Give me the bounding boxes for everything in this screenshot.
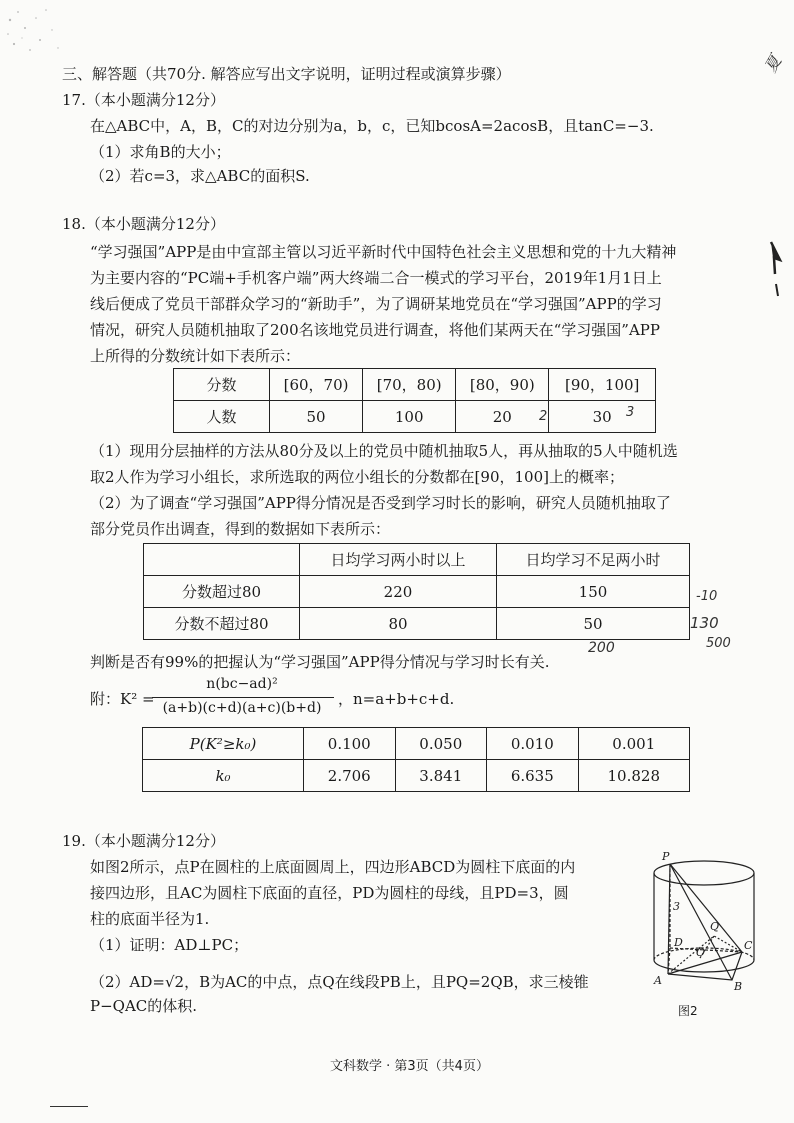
formula-denominator: (a+b)(c+d)(a+c)(b+d) [162, 700, 322, 716]
cylinder-figure [640, 848, 768, 993]
score-count: 100 [363, 401, 456, 433]
k-table-p: 0.001 [578, 728, 689, 760]
contingency-row-label: 分数超过80 [144, 576, 300, 608]
score-interval: [80，90) [456, 369, 549, 401]
figure-label-a: A [654, 974, 662, 987]
handwritten-note: 500 [706, 636, 731, 651]
q19-part2-line: P−QAC的体积. [90, 997, 198, 1015]
formula-label: 附：K² = [90, 690, 155, 708]
score-count: 50 [270, 401, 363, 433]
k-table-p: 0.050 [395, 728, 487, 760]
score-interval: [90，100] [549, 369, 656, 401]
q18-paragraph-line: 线后便成了党员干部群众学习的“新助手”，为了调研某地党员在“学习强国”APP的学习 [90, 295, 662, 313]
q18-paragraph-line: 情况，研究人员随机抽取了200名该地党员进行调查，将他们某两天在“学习强国”APP [90, 321, 660, 339]
score-table-label: 人数 [174, 401, 270, 433]
q18-paragraph-line: “学习强国”APP是由中宣部主管以习近平新时代中国特色社会主义思想和党的十九大精神 [90, 243, 677, 261]
handwritten-note: 2 [539, 409, 548, 424]
q19-line: 柱的底面半径为1. [90, 910, 210, 928]
figure-label-b: B [734, 980, 743, 993]
q17-part2: （2）若c=3，求△ABC的面积S. [90, 167, 310, 185]
contingency-table [143, 543, 690, 640]
figure-label-len: 3 [673, 900, 680, 913]
contingency-col-header: 日均学习不足两小时 [497, 544, 690, 576]
figure-label-c: C [744, 939, 753, 952]
contingency-cell: 150 [497, 576, 690, 608]
score-interval: [60，70) [270, 369, 363, 401]
k-table-k: 6.635 [487, 760, 579, 792]
k-table-label: k₀ [143, 760, 304, 792]
page-footer: 文科数学 · 第3页（共4页） [330, 1059, 489, 1074]
q17-part1: （1）求角B的大小； [90, 143, 231, 161]
figure-label-o: O [696, 946, 706, 959]
q19-part1: （1）证明：AD⊥PC； [90, 936, 249, 954]
footer-rule [50, 1106, 88, 1107]
handwritten-note: 200 [588, 640, 615, 656]
q19-line: 如图2所示，点P在圆柱的上底面圆周上，四边形ABCD为圆柱下底面的内 [90, 858, 576, 876]
score-table-label: 分数 [174, 369, 270, 401]
q19-header: 19.（本小题满分12分） [62, 832, 225, 850]
figure-label-d: D [674, 936, 683, 949]
formula-suffix: ，n=a+b+c+d. [338, 690, 455, 708]
contingency-cell: 50 [497, 608, 690, 640]
k-table-label: P(K²≥k₀) [143, 728, 304, 760]
score-count: 30 [549, 401, 656, 433]
scan-noise [0, 0, 80, 70]
k-table-p: 0.100 [304, 728, 396, 760]
q18-paragraph-line: 上所得的分数统计如下表所示： [90, 347, 301, 365]
margin-arrow-mark [768, 238, 784, 298]
score-interval: [70，80) [363, 369, 456, 401]
contingency-cell: 80 [300, 608, 497, 640]
q17-stem: 在△ABC中，A，B，C的对边分别为a，b，c，已知bcosA=2acosB，且tanC=−3. [90, 117, 654, 135]
figure-label-q: Q [710, 920, 720, 933]
q18-header: 18.（本小题满分12分） [62, 215, 225, 233]
q18-paragraph-line: 为主要内容的“PC端+手机客户端”两大终端二合一模式的学习平台，2019年1月1日上 [90, 269, 662, 287]
score-table [173, 368, 656, 433]
q19-part2-line: （2）AD=√2，B为AC的中点，点Q在线段PB上，且PQ=2QB，求三棱锥 [90, 973, 589, 991]
k-table-k: 10.828 [578, 760, 689, 792]
q18-question: 判断是否有99%的把握认为“学习强国”APP得分情况与学习时长有关. [90, 653, 550, 671]
contingency-cell: 220 [300, 576, 497, 608]
figure-label-p: P [662, 850, 670, 863]
k-table-k: 2.706 [304, 760, 396, 792]
figure-caption: 图2 [678, 1004, 698, 1018]
q18-part1-line: （1）现用分层抽样的方法从80分及以上的党员中随机抽取5人，再从抽取的5人中随机选 [90, 442, 678, 460]
margin-mark-top: 夏 [760, 52, 786, 76]
contingency-corner [144, 544, 300, 576]
section-title: 三、解答题（共70分. 解答应写出文字说明，证明过程或演算步骤） [62, 65, 511, 83]
score-count: 20 [456, 401, 549, 433]
q18-part1-line: 取2人作为学习小组长，求所选取的两位小组长的分数都在[90，100]上的概率； [90, 468, 624, 486]
k-table-k: 3.841 [395, 760, 487, 792]
k-table [142, 727, 690, 792]
contingency-row-label: 分数不超过80 [144, 608, 300, 640]
handwritten-note: 3 [626, 405, 635, 420]
q17-header: 17.（本小题满分12分） [62, 91, 225, 109]
fraction-bar [152, 697, 334, 698]
q19-line: 接四边形，且AC为圆柱下底面的直径，PD为圆柱的母线，且PD=3，圆 [90, 884, 569, 902]
contingency-col-header: 日均学习两小时以上 [300, 544, 497, 576]
q18-part2-line: 部分党员作出调查，得到的数据如下表所示： [90, 520, 391, 538]
handwritten-note: -10 [696, 589, 718, 604]
q18-part2-line: （2）为了调查“学习强国”APP得分情况是否受到学习时长的影响，研究人员随机抽取了 [90, 494, 671, 512]
formula-numerator: n(bc−ad)² [206, 676, 278, 692]
handwritten-note: 130 [690, 614, 719, 632]
k-table-p: 0.010 [487, 728, 579, 760]
